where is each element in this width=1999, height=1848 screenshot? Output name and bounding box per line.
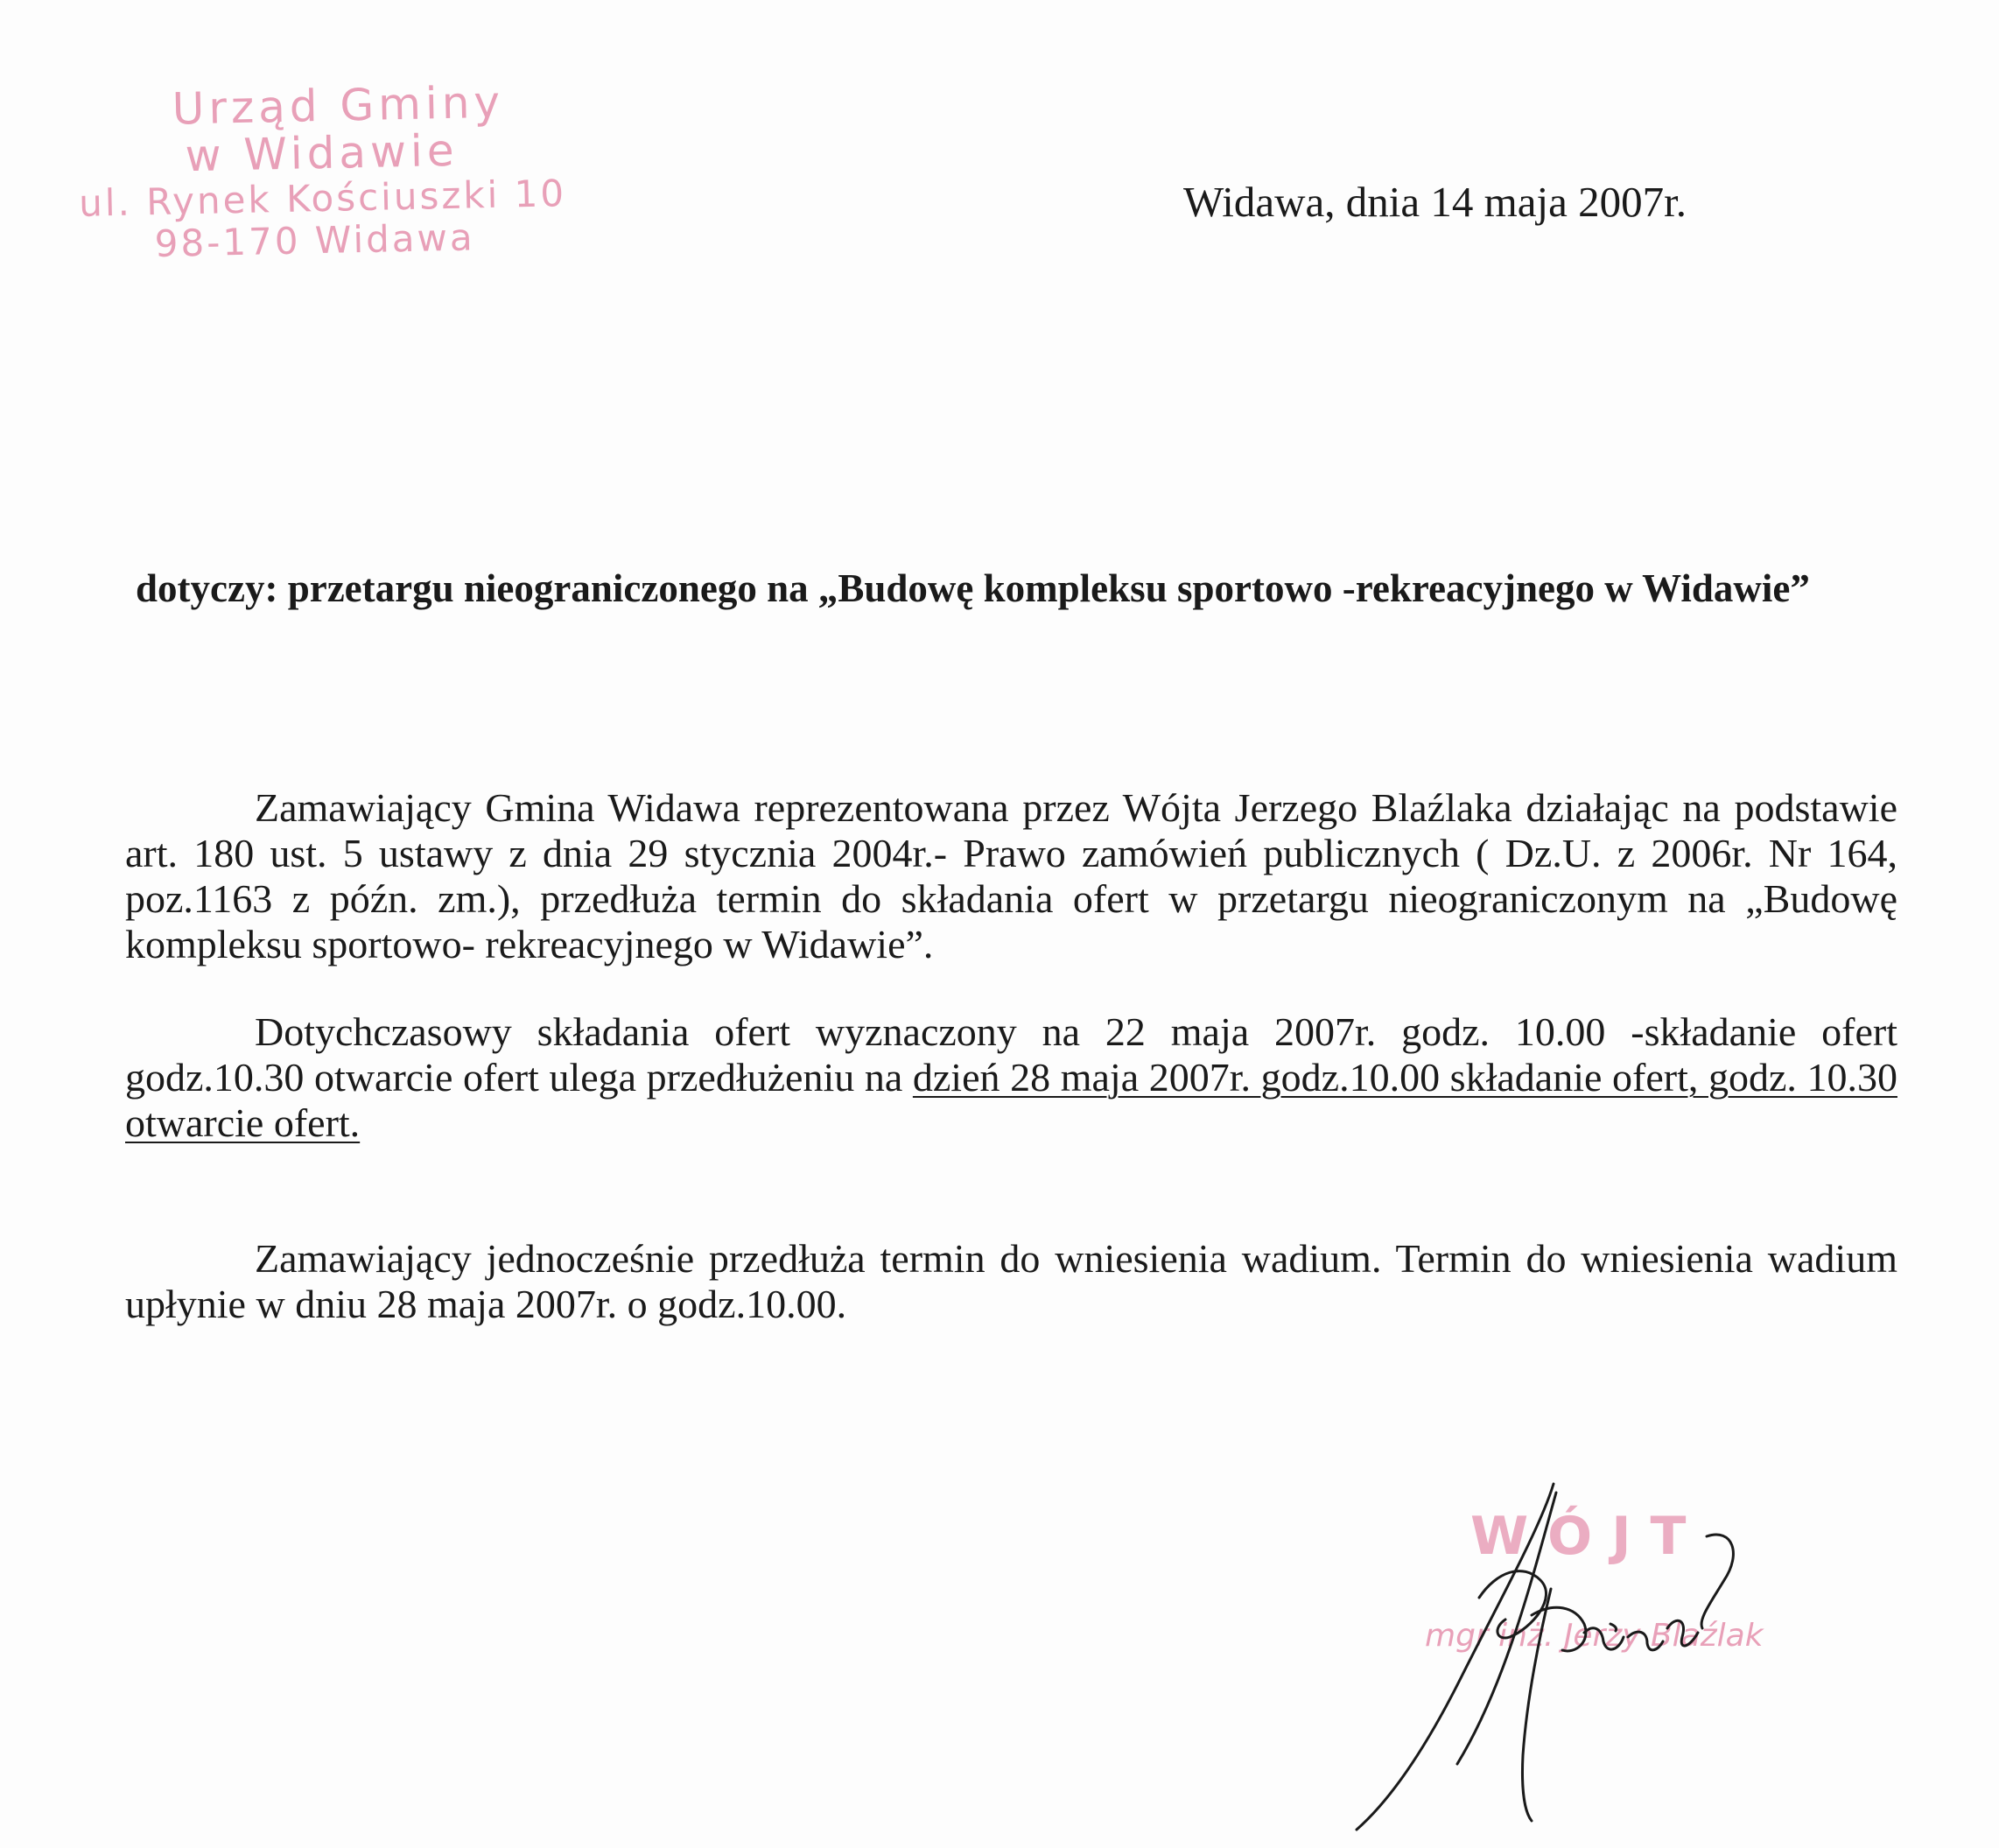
paragraph-extension-text: Zamawiający Gmina Widawa reprezentowana przez Wójta Jerzego Blaźlaka działając na podstawie art. 180 ust. 5 ustawy z dnia 29 stycznia 2004r.- Prawo zamówień publicznych ( Dz.U. z 2006r. Nr 164, poz.1163 z późn. zm.), przedłuża termin do składania ofert w przetargu nieograniczonym na „Budowę kompleksu sportowo- rekreacyjnego w Widawie”. — [125, 785, 1897, 966]
paragraph-extension — [125, 785, 1897, 967]
office-stamp — [75, 76, 569, 266]
paragraph-wadium-text: Zamawiający jednocześnie przedłuża termin do wniesienia wadium. Termin do wniesienia wadium upłynie w dniu 28 maja 2007r. o godz.10.00. — [125, 1236, 1897, 1326]
paragraph-wadium — [125, 1236, 1897, 1327]
mayor-stamp-title: WÓJT — [1470, 1506, 1706, 1567]
stamp-line-street: ul. Rynek Kościuszki 10 — [78, 172, 567, 225]
letter-subject: dotyczy: przetargu nieograniczonego na „Budowę kompleksu sportowo -rekreacyjnego w Widawie” — [136, 566, 1810, 610]
paragraph-new-deadline — [125, 1009, 1897, 1146]
stamp-line-office: Urząd Gminy — [172, 76, 505, 135]
paragraph-new-deadline-text: Dotychczasowy składania ofert wyznaczony na 22 maja 2007r. godz. 10.00 -składanie ofert godz.10.30 otwarcie ofert ulega przedłużeniu na — [125, 1009, 1897, 1100]
mayor-stamp-name: mgr inż. Jerzy Blaźlak — [1425, 1618, 1764, 1654]
stamp-line-postcode: 98-170 Widawa — [154, 215, 476, 266]
letter-date: Widawa, dnia 14 maja 2007r. — [1183, 178, 1687, 226]
handwritten-signature — [1322, 1475, 1777, 1843]
stamp-line-town: w Widawie — [185, 124, 459, 182]
new-deadline-highlight: dzień 28 maja 2007r. godz.10.00 składanie ofert, godz. 10.30 otwarcie ofert. — [125, 1054, 1897, 1145]
